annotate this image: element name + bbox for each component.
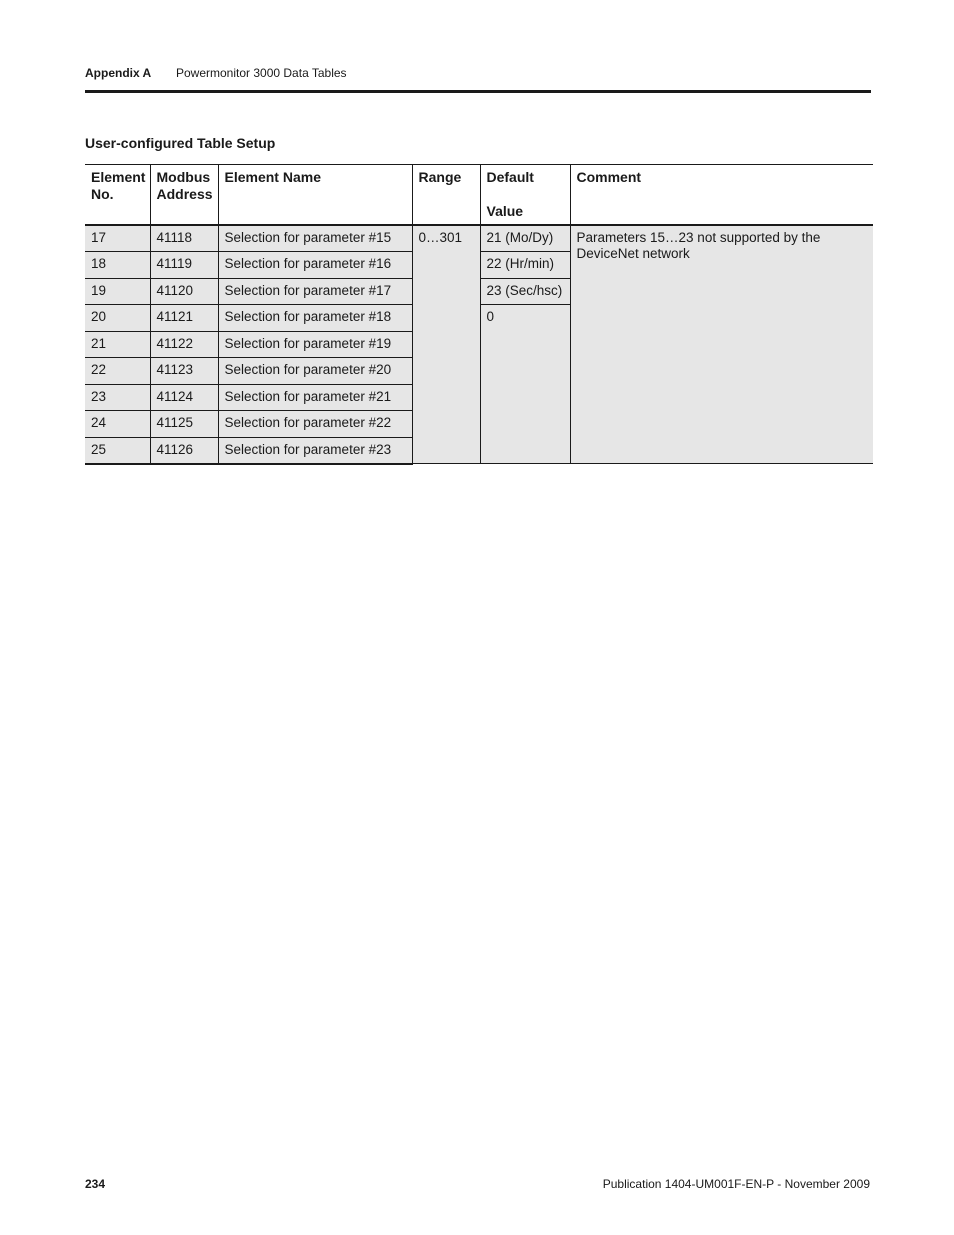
cell-element-name: Selection for parameter #21 [218,384,412,411]
header-element-name: Element Name [218,165,412,226]
cell-element-no: 20 [85,305,150,332]
cell-modbus-address: 41120 [150,278,218,305]
table-header-row [85,165,873,226]
cell-element-no: 22 [85,358,150,385]
table-title: User-configured Table Setup [85,135,276,151]
cell-element-name: Selection for parameter #17 [218,278,412,305]
header-element-no [85,165,150,226]
cell-element-no: 17 [85,225,150,252]
cell-default-value: 21 (Mo/Dy) [480,225,570,252]
header-element-no-line1: Element [91,169,146,185]
cell-element-name: Selection for parameter #19 [218,331,412,358]
cell-modbus-address: 41119 [150,252,218,279]
cell-element-name: Selection for parameter #15 [218,225,412,252]
cell-modbus-address: 41124 [150,384,218,411]
cell-element-no: 19 [85,278,150,305]
header-modbus-address [150,165,218,226]
cell-comment: Parameters 15…23 not supported by the DeviceNet network [570,225,873,464]
cell-modbus-address: 41122 [150,331,218,358]
header-range: Range [412,165,480,226]
appendix-label: Appendix A [85,66,152,80]
cell-element-no: 18 [85,252,150,279]
cell-default-value: 22 (Hr/min) [480,252,570,279]
cell-range: 0…301 [412,225,480,464]
header-default-line2: Value [486,203,524,219]
cell-element-no: 25 [85,437,150,464]
cell-default-value: 23 (Sec/hsc) [480,278,570,305]
section-title: Powermonitor 3000 Data Tables [176,66,347,80]
cell-modbus-address: 41121 [150,305,218,332]
cell-modbus-address: 41123 [150,358,218,385]
cell-element-name: Selection for parameter #22 [218,411,412,438]
cell-element-no: 21 [85,331,150,358]
cell-default-value: 0 [480,305,570,464]
publication-info: Publication 1404-UM001F-EN-P - November 2009 [602,1177,870,1191]
cell-element-name: Selection for parameter #18 [218,305,412,332]
header-modbus-line2: Address [156,186,213,202]
cell-element-name: Selection for parameter #23 [218,437,412,464]
cell-element-no: 24 [85,411,150,438]
page-number: 234 [85,1177,106,1191]
header-element-no-line2: No. [91,186,114,202]
cell-element-name: Selection for parameter #16 [218,252,412,279]
user-configured-table [85,164,873,465]
cell-modbus-address: 41118 [150,225,218,252]
cell-element-name: Selection for parameter #20 [218,358,412,385]
header-default-line1: Default [486,169,534,185]
cell-modbus-address: 41125 [150,411,218,438]
cell-modbus-address: 41126 [150,437,218,464]
header-comment: Comment [570,165,873,226]
header-modbus-line1: Modbus [156,169,211,185]
cell-element-no: 23 [85,384,150,411]
table-row [85,225,873,252]
header-default-value [480,165,570,226]
page-header [85,66,871,93]
